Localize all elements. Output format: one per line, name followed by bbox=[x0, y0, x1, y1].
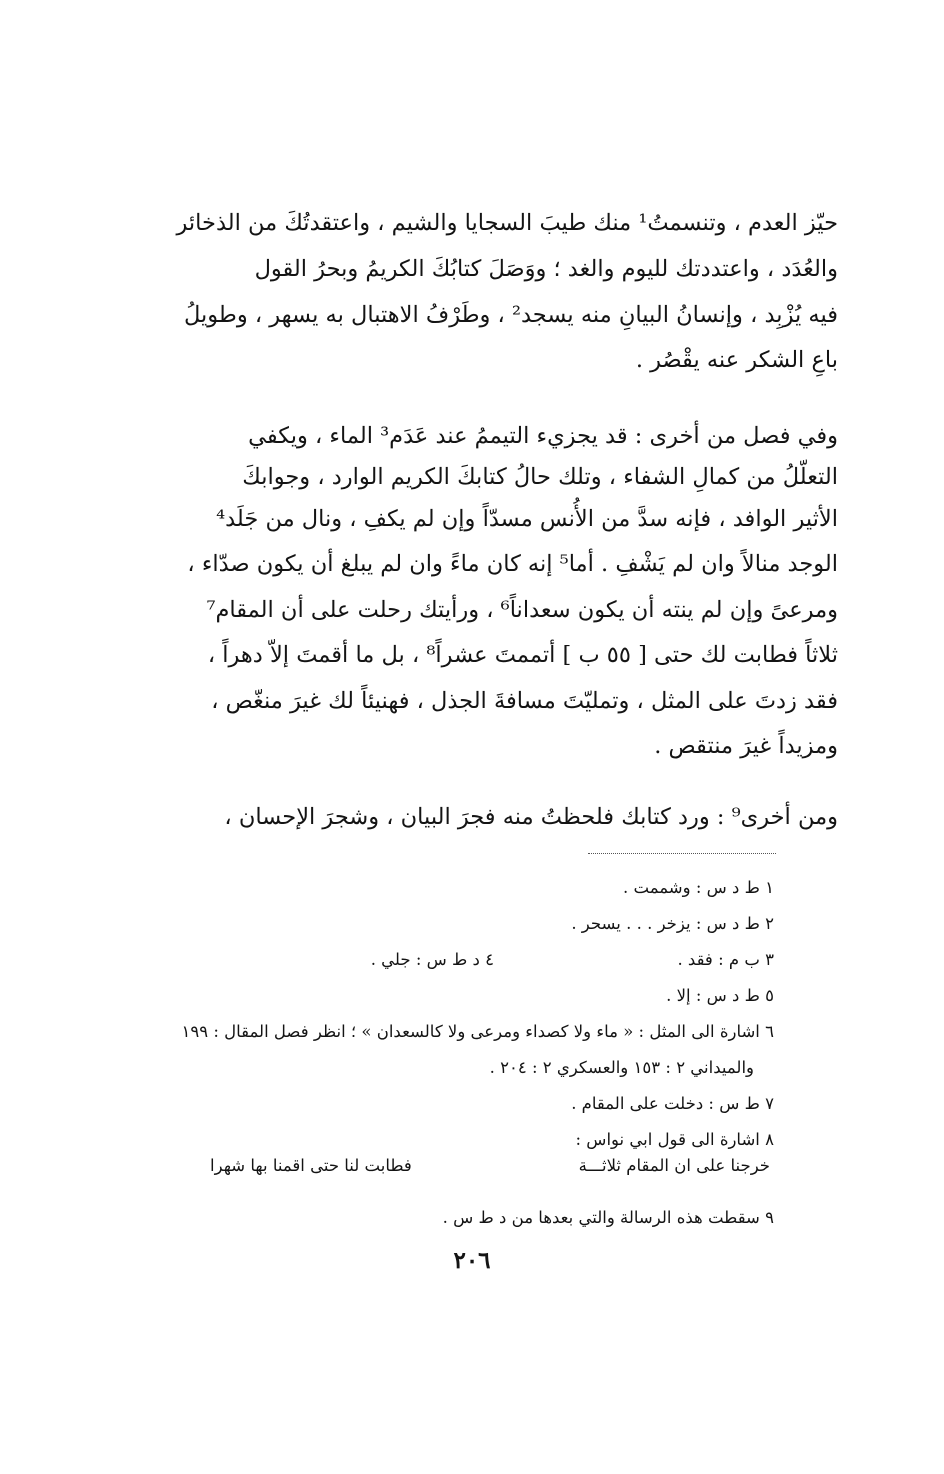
footnote-line: ٣ ب م : فقد . bbox=[677, 950, 774, 969]
text-line: وفي فصل من أخرى : قد يجزيء التيممُ عند عَدَم³ الماء ، ويكفي bbox=[248, 423, 838, 449]
text-line: ومزيداً غيرَ منتقص . bbox=[654, 733, 838, 759]
text-line: ومرعىً وإن لم ينته أن يكون سعداناً⁶ ، ورأيتك رحلت على أن المقام⁷ bbox=[206, 597, 838, 623]
text-line: الوجد منالاً وان لم يَشْفِ . أما⁵ إنه كان ماءً وان لم يبلغ أن يكون صدّاء ، bbox=[187, 551, 838, 577]
footnote-line: ٧ ط س : دخلت على المقام . bbox=[571, 1094, 774, 1113]
text-line: ثلاثاً فطابت لك حتى [ ٥٥ ب ] أتممتَ عشراً⁸ ، بل ما أقمتَ إلاّ دهراً ، bbox=[207, 642, 838, 668]
text-line: حيّز العدم ، وتنسمتُ¹ منك طيبَ السجايا والشيم ، واعتقدتُكَ من الذخائر bbox=[176, 210, 838, 236]
footnote-line: ٦ اشارة الى المثل : « ماء ولا كصداء ومرعى ولا كالسعدان » ؛ انظر فصل المقال : ١٩٩ bbox=[181, 1022, 774, 1041]
footnote-line: ٥ ط د س : إلا . bbox=[666, 986, 774, 1005]
verse-right-hemistich: خرجنا على ان المقام ثلاثـــة bbox=[578, 1156, 770, 1175]
footnote-line: ٩ سقطت هذه الرسالة والتي بعدها من د ط س . bbox=[442, 1208, 774, 1227]
verse bbox=[210, 1156, 770, 1180]
footnote-line: ٨ اشارة الى قول ابي نواس : bbox=[575, 1130, 774, 1149]
page-number: ٢٠٦ bbox=[453, 1247, 491, 1274]
verse-left-hemistich: فطابت لنا حتى اقمنا بها شهرا bbox=[210, 1156, 412, 1175]
footnote-separator bbox=[588, 853, 776, 854]
text-line: ومن أخرى⁹ : ورد كتابك فلحظتُ منه فجرَ البيان ، وشجرَ الإحسان ، bbox=[224, 804, 838, 830]
text-line: فقد زدتَ على المثل ، وتمليّتَ مسافةَ الجذل ، فهنيئاً لك غيرَ منغّص ، bbox=[211, 688, 838, 714]
footnote-line: ٢ ط د س : يزخر . . . يسحر . bbox=[571, 914, 774, 933]
text-line: والعُدَد ، واعتددتك لليوم والغد ؛ ووَصَلَ كتابُكَ الكريمُ وبحرُ القول bbox=[254, 256, 838, 282]
footnote-line: والميداني ٢ : ١٥٣ والعسكري ٢ : ٢٠٤ . bbox=[489, 1058, 754, 1077]
text-line: الأثير الوافد ، فإنه سدَّ من الأُنس مسدّاً وإن لم يكفِ ، ونال من جَلَد⁴ bbox=[216, 506, 838, 532]
footnote-line: ٤ د ط س : جلي . bbox=[370, 950, 494, 969]
footnote-line: ١ ط د س : وشممت . bbox=[623, 878, 774, 897]
text-line: فيه يُزْبِد ، وإنسانُ البيانِ منه يسجد² ، وطَرْفُ الاهتبال به يسهر ، وطويلُ bbox=[183, 302, 838, 328]
text-line: التعلّلُ من كمالِ الشفاء ، وتلك حالُ كتابكَ الكريم الوارد ، وجوابكَ bbox=[242, 464, 838, 490]
text-line: باعِ الشكر عنه يقْصُر . bbox=[635, 347, 838, 373]
